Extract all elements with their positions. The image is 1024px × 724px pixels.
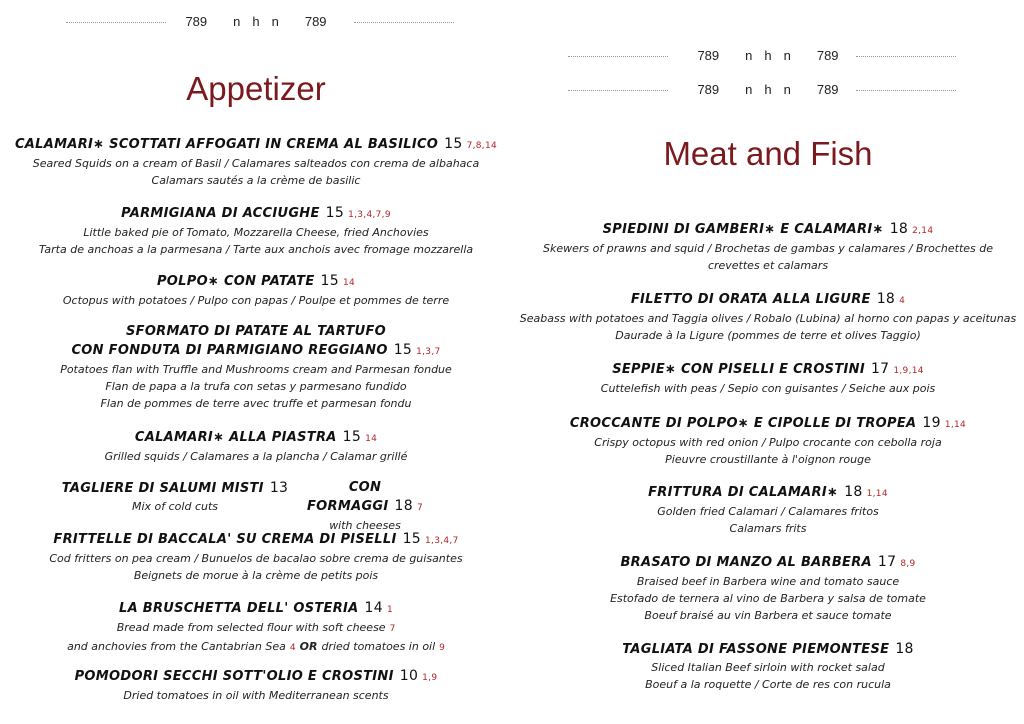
dish-price: 10	[399, 668, 419, 684]
dish-price: 18	[889, 221, 909, 237]
dish-description: Tarta de anchoas a la parmesana / Tarte aux anchois avec fromage mozzarella	[38, 243, 474, 256]
decorative-text: 789 n h n 789	[697, 48, 839, 63]
dotted-rule	[354, 22, 454, 23]
dish-description: Dried tomatoes in oil with Mediterranean scents	[123, 689, 389, 702]
dotted-rule	[856, 56, 956, 57]
dish-price: 18	[876, 291, 896, 307]
decorative-header	[512, 48, 1024, 64]
menu-item	[0, 667, 512, 704]
dish-description: Boeuf braisé au vin Barbera et sauce tomate	[644, 609, 892, 622]
dish-description: Sliced Italian Beef sirloin with rocket salad	[651, 661, 885, 674]
menu-item	[0, 135, 512, 189]
dish-price: 15	[444, 136, 463, 152]
dish-description: Braised beef in Barbera wine and tomato sauce	[636, 575, 900, 588]
dish-description: Pieuvre croustillante à l'oignon rouge	[665, 453, 871, 466]
dish-name: CON FONDUTA DI PARMIGIANO REGGIANO	[71, 343, 388, 358]
dish-name: SPIEDINI DI GAMBERI∗ E CALAMARI∗	[602, 222, 884, 237]
dish-description: Potatoes flan with Truffle and Mushrooms cream and Parmesan fondue	[60, 363, 452, 376]
dish-description: Flan de papa a la trufa con setas y parmesano fundido	[105, 380, 407, 393]
dish-description: Crispy octopus with red onion / Pulpo crocante con cebolla roja	[594, 436, 942, 449]
dish-price: 15	[342, 429, 362, 445]
dish-name: POMODORI SECCHI SOTT'OLIO E CROSTINI	[74, 669, 394, 684]
menu-item	[512, 290, 1024, 344]
dish-description: Beignets de morue à la crème de petits pois	[133, 569, 379, 582]
dish-description: with cheeses	[329, 519, 401, 532]
allergens: 14	[342, 278, 356, 288]
dish-price: 17	[877, 554, 897, 570]
menu-item	[0, 272, 512, 309]
dish-name: LA BRUSCHETTA DELL' OSTERIA	[119, 601, 359, 616]
dish-price: 15	[393, 342, 413, 358]
decorative-text: 789 n h n 789	[185, 14, 327, 29]
menu-item	[512, 640, 1024, 693]
allergens: 14	[365, 434, 378, 444]
allergens: 1,9,14	[893, 366, 924, 376]
dish-name: BRASATO DI MANZO AL BARBERA	[620, 555, 872, 570]
dish-name: PARMIGIANA DI ACCIUGHE	[121, 206, 320, 221]
dish-description: Cuttelefish with peas / Sepio con guisantes / Seiche aux pois	[600, 382, 936, 395]
menu-item	[512, 360, 1024, 397]
allergens: 9	[439, 643, 445, 653]
allergens: 1,9	[422, 673, 438, 683]
dish-name: FILETTO DI ORATA ALLA LIGURE	[630, 292, 871, 307]
allergens: 1	[386, 605, 393, 615]
allergens: 8,9	[900, 559, 916, 569]
dish-price: 13	[269, 480, 289, 496]
decorative-text: 789 n h n 789	[697, 82, 839, 97]
decorative-header	[0, 14, 512, 30]
allergens: 4	[289, 643, 296, 653]
dish-description: Seabass with potatoes and Taggia olives / Robalo (Lubina) al horno con papas y aceitunas	[519, 312, 1017, 325]
dish-description: Octopus with potatoes / Pulpo con papas / Poulpe et pommes de terre	[62, 294, 450, 307]
section-title: Meat and Fish	[663, 135, 873, 172]
dish-name: CROCCANTE DI POLPO∗ E CIPOLLE DI TROPEA	[569, 416, 917, 431]
dish-description: Calamars sautés a la crème de basilic	[151, 174, 361, 187]
menu-item	[512, 220, 1024, 274]
allergens: 7	[416, 503, 423, 513]
dish-price: 15	[402, 531, 422, 547]
dish-description: Grilled squids / Calamares a la plancha / Calamar grillé	[104, 450, 408, 463]
dotted-rule	[856, 90, 956, 91]
dish-description: Golden fried Calamari / Calamares fritos	[657, 505, 879, 518]
menu-item	[512, 553, 1024, 624]
dish-name: CALAMARI∗ SCOTTATI AFFOGATI IN CREMA AL BASILICO	[14, 137, 439, 152]
dish-name: TAGLIATA DI FASSONE PIEMONTESE	[622, 642, 890, 657]
dish-price: 17	[870, 361, 890, 377]
menu-item	[0, 530, 512, 584]
or-label: OR	[299, 640, 318, 653]
allergens: 7,8,14	[466, 141, 498, 151]
dish-description: Cod fritters on pea cream / Bunuelos de bacalao sobre crema de guisantes	[49, 552, 463, 565]
dish-name: POLPO∗ CON PATATE	[156, 274, 315, 289]
dish-name: SFORMATO DI PATATE AL TARTUFO	[125, 324, 387, 339]
dish-price: 18	[844, 484, 863, 500]
menu-item	[0, 204, 512, 258]
allergens: 4	[899, 296, 906, 306]
allergens: 1,3,7	[416, 347, 441, 357]
dish-description: Calamars frits	[729, 522, 807, 535]
menu-item	[512, 414, 1024, 468]
allergens: 7	[389, 624, 396, 634]
dish-name: FRITTURA DI CALAMARI∗	[648, 485, 839, 500]
dish-name: TAGLIERE DI SALUMI MISTI	[61, 481, 264, 496]
dish-description: Little baked pie of Tomato, Mozzarella Cheese, fried Anchovies	[83, 226, 429, 239]
dish-description: Daurade à la Ligure (pommes de terre et olives Taggio)	[615, 329, 921, 342]
dish-price: 15	[320, 273, 339, 289]
menu-item	[512, 483, 1024, 537]
dish-description: Boeuf a la roquette / Corte de res con rucula	[645, 678, 891, 691]
menu-item	[0, 599, 512, 657]
allergens: 1,14	[866, 489, 888, 499]
decorative-header	[512, 82, 1024, 98]
dish-description: Estofado de ternera al vino de Barbera y salsa de tomate	[610, 592, 926, 605]
dish-description: crevettes et calamars	[707, 259, 829, 272]
section-title: Appetizer	[186, 70, 326, 107]
dish-price: 18	[895, 641, 914, 657]
allergens: 1,3,4,7,9	[348, 210, 391, 220]
dish-name: FRITTELLE DI BACCALA' SU CREMA DI PISELLI	[53, 532, 397, 547]
menu-item	[0, 323, 512, 412]
allergens: 2,14	[912, 226, 934, 236]
dish-description: Seared Squids on a cream of Basil / Calamares salteados con crema de albahaca	[32, 157, 480, 170]
dish-name: CALAMARI∗ ALLA PIASTRA	[134, 430, 337, 445]
dish-description: Flan de pommes de terre avec truffe et parmesan fondu	[100, 397, 412, 410]
menu-item	[0, 428, 512, 465]
dish-description: and anchovies from the Cantabrian Sea	[67, 640, 286, 653]
dish-name: SEPPIE∗ CON PISELLI E CROSTINI	[612, 362, 865, 377]
dish-description: Bread made from selected flour with soft cheese	[116, 621, 386, 634]
dish-price: 14	[364, 600, 383, 616]
allergens: 1,14	[944, 420, 967, 430]
dish-description: dried tomatoes in oil	[321, 640, 436, 653]
dish-description: Skewers of prawns and squid / Brochetas de gambas y calamares / Brochettes de	[542, 242, 994, 255]
dish-price: 19	[922, 415, 941, 431]
dish-name: CON FORMAGGI	[307, 480, 389, 514]
dish-price: 18	[394, 498, 413, 514]
dish-description: Mix of cold cuts	[131, 500, 219, 513]
dish-price: 15	[325, 205, 345, 221]
allergens: 1,3,4,7	[425, 536, 459, 546]
